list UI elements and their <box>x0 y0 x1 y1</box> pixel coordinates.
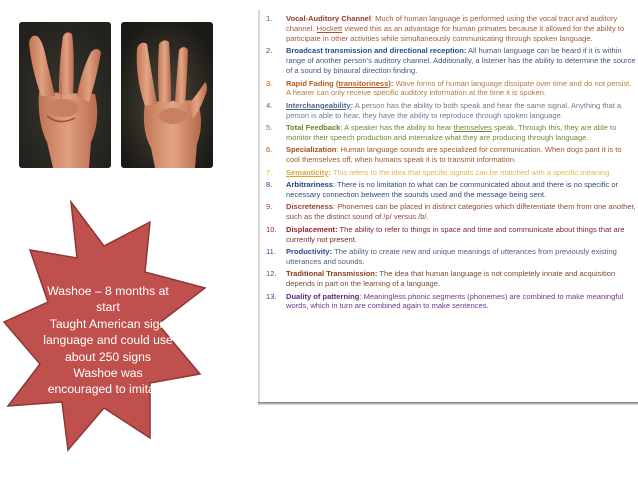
feature-description <box>286 247 617 266</box>
feature-item <box>266 180 636 200</box>
hand-sign-1-illustration <box>19 22 111 168</box>
feature-item <box>266 79 636 99</box>
caption-line-2: start <box>96 300 120 315</box>
feature-number: 6. <box>266 145 273 155</box>
feature-description-text: : Much of human language is performed using the vocal tract and auditory channel. <box>286 14 618 33</box>
feature-term-end: : <box>350 100 354 110</box>
feature-term-underlined: Interchangeability <box>286 100 351 110</box>
feature-term-text: Duality of patterning <box>286 291 360 301</box>
feature-description-text-end: viewed this as an advantage for human primates because it allowed for the ability to participate in other activities while simultaneously communicating through spoken language. <box>286 23 625 43</box>
feature-item <box>266 101 636 121</box>
feature-term-text: Discreteness <box>286 202 333 212</box>
caption-line-7: encouraged to imitate. <box>47 382 169 397</box>
feature-term <box>286 202 333 211</box>
feature-number: 4. <box>266 100 273 110</box>
feature-term-text: Specialization <box>286 145 337 155</box>
feature-description-text: The ability to create new and unique meanings of utterances from previously existing utterances and sounds. <box>286 246 617 266</box>
feature-description <box>286 145 622 164</box>
feature-term-end: : <box>328 167 331 177</box>
feature-item <box>266 168 636 178</box>
feature-number: 2. <box>266 46 273 56</box>
caption-star <box>0 188 210 460</box>
feature-number: 7. <box>266 167 273 177</box>
feature-term-text: Arbitrariness <box>286 180 333 190</box>
feature-term <box>286 46 466 55</box>
feature-term <box>286 79 393 88</box>
feature-description-text: : Human language sounds are specialized for communication. When dogs pant it is to cool themselves off, when humans speak it is to transmit information. <box>286 145 622 165</box>
feature-term <box>286 180 333 189</box>
star-caption <box>26 283 190 398</box>
feature-item <box>266 123 636 143</box>
feature-number: 13. <box>266 291 277 301</box>
feature-item <box>266 14 636 44</box>
caption-line-5: about 250 signs <box>64 349 152 364</box>
hand-sign-2-illustration <box>121 22 213 168</box>
feature-term <box>286 292 359 301</box>
feature-number: 9. <box>266 202 273 212</box>
feature-number: 11. <box>266 246 276 256</box>
feature-term-text: Vocal-Auditory Channel <box>286 14 371 23</box>
feature-term-text: Rapid Fading ( <box>286 78 339 88</box>
feature-term-text: Productivity: <box>286 246 333 256</box>
feature-description-text: This refers to the idea that specific signals can be matched with a specific meaning. <box>330 167 612 177</box>
feature-description-underlined: Hockett <box>316 23 343 33</box>
feature-description-underlined: themselves <box>453 123 492 133</box>
feature-number: 1. <box>266 14 273 23</box>
feature-term <box>286 225 338 234</box>
design-features-document <box>258 6 638 406</box>
hand-sign-photo-2 <box>121 22 213 168</box>
feature-term-underlined: transitoriness <box>338 78 389 88</box>
feature-term <box>286 14 371 23</box>
feature-term <box>286 269 377 278</box>
feature-number: 10. <box>266 224 277 234</box>
feature-term <box>286 168 331 177</box>
feature-description-text: All human language can be heard if it is within range of another person’s auditory channel. Additionally, a listener has the ability to determine the source of a sound by binaural direction finding. <box>286 46 636 76</box>
caption-line-6: Washoe was <box>73 366 143 381</box>
feature-item <box>266 145 636 165</box>
feature-description-text: The idea that human language is not completely innate and acquisition depends in part on the learning of a language. <box>286 269 616 289</box>
feature-term <box>286 101 353 110</box>
feature-item <box>266 247 636 267</box>
feature-term-text: Traditional Transmission: <box>286 269 378 279</box>
feature-description-text-end: speak. Through this, they are able to monitor their speech production and internalize what they are producing through language. <box>286 123 617 143</box>
hand-sign-photo-1 <box>19 22 111 168</box>
caption-line-4: language and could use <box>43 333 173 348</box>
feature-item <box>266 46 636 76</box>
feature-term-text: Broadcast transmission and directional reception: <box>286 46 467 56</box>
feature-term-end: ): <box>388 78 394 88</box>
feature-description-text: : Meaningless phonic segments (phonemes) are combined to make meaningful words, which in turn are combined again to make sentences. <box>286 291 624 311</box>
feature-description-text: Wave forms of human language dissipate over time and do not persist. A hearer can only receive specific auditory information at the time it is spoken. <box>286 78 632 98</box>
feature-description-text: : Phonemes can be placed in distinct categories which differentiate them from one another, such as the distinct sound of /p/ versus /b/. <box>286 202 636 222</box>
feature-item <box>266 292 636 312</box>
feature-description <box>331 168 612 177</box>
feature-term <box>286 247 332 256</box>
feature-term-text: Total Feedback <box>286 123 341 133</box>
feature-description <box>286 180 618 199</box>
feature-description-text: : A speaker has the ability to hear <box>340 123 454 133</box>
feature-description-text: A person has the ability to both speak and hear the same signal. Anything that a person is able to hear, they have the ability to reproduce through spoken language. <box>286 100 622 120</box>
feature-term-text: Displacement: <box>286 224 338 234</box>
feature-number: 8. <box>266 180 273 190</box>
caption-line-3: Taught American sign <box>49 316 167 331</box>
feature-description <box>286 225 624 244</box>
feature-term-underlined: Semanticity <box>286 167 329 177</box>
feature-item <box>266 269 636 289</box>
feature-number: 12. <box>266 269 277 279</box>
feature-item <box>266 225 636 245</box>
feature-description-text: : There is no limitation to what can be communicated about and there is no specific or necessary connection between the sounds used and the message being sent. <box>286 180 619 199</box>
feature-number: 3. <box>266 78 273 88</box>
document-bottom-edge <box>258 402 638 405</box>
design-features-list <box>266 14 636 314</box>
feature-number: 5. <box>266 123 273 133</box>
feature-description-text: The ability to refer to things in space and time and communicate about things that are currently not present. <box>286 224 625 244</box>
feature-item <box>266 202 636 222</box>
feature-term <box>286 145 336 154</box>
feature-term <box>286 123 340 132</box>
feature-description <box>286 202 636 221</box>
caption-line-1: Washoe – 8 months at <box>47 284 169 298</box>
